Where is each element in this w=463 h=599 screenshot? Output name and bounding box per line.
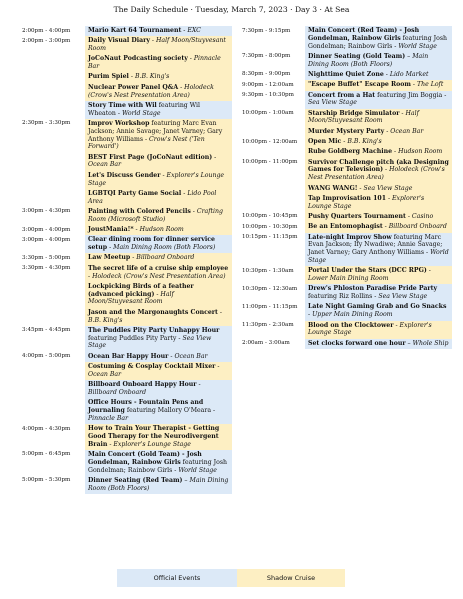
schedule-row [22,171,232,189]
schedule-row [242,158,452,184]
event-location: Main Dining Room (Both Floors) [308,52,429,68]
official-event [85,235,232,253]
event-location: Ocean Bar [174,352,208,360]
page-title: The Daily Schedule · Tuesday, March 7, 2023 · Day 3 · At Sea [113,5,350,14]
schedule-row [22,380,232,398]
schedule-row [22,235,232,253]
event-time: 8:30pm - 9:00pm [242,71,291,78]
event-location: EXC [187,27,201,34]
event-title: Open Mic [308,138,342,146]
shadow-event [305,80,452,90]
schedule-row [242,321,452,339]
event-time [22,101,85,119]
event-title: JoustMania!* [88,226,134,234]
event-separator: - [357,184,364,192]
event-location: Explorer's Lounge Stage [308,194,425,210]
official-event [305,52,452,70]
event-time: 2:00pm - 4:00pm [22,27,71,34]
event-time: 2:00pm - 3:00pm [22,37,71,44]
event-location: Sea View Stage [88,334,212,350]
official-event [305,284,452,302]
official-event [85,101,232,119]
schedule-row [242,233,452,267]
event-time: 9:00pm - 12:00am [242,81,294,88]
event-location: Whole Ship [412,339,449,347]
event-location: Billboard Onboard [136,254,195,262]
shadow-event [85,308,232,326]
event-time: 4:00pm - 5:00pm [22,353,71,360]
schedule-row [242,147,452,157]
event-location: Lower Main Dining Room [308,275,389,283]
event-separator: - [424,249,431,257]
schedule-row [22,424,232,450]
event-separator: - [405,212,412,220]
event-separator: - [133,226,140,234]
event-title: Purim Spiel [88,73,129,81]
shadow-event [85,54,232,72]
event-title: Rube Goldberg Machine [308,148,393,156]
event-featuring: featuring Mallory O'Meara [124,406,212,414]
event-time: 3:30pm - 5:00pm [22,254,71,261]
event-separator: - [178,83,185,91]
event-location: B.B. King's [347,138,382,146]
event-location: Half Moon/Stuyvesant Room [308,109,419,125]
official-event [305,91,452,109]
event-title: Story Time with Wil [88,101,157,109]
event-location: Ocean Bar [390,127,424,135]
shadow-event [85,282,232,308]
shadow-event [305,194,452,212]
event-separator: - [217,308,222,316]
event-separator: - [143,135,150,143]
event-time: 10:00pm - 1:00am [242,110,294,117]
event-time [22,380,85,398]
event-separator: - [128,73,135,81]
schedule-row [22,450,232,476]
event-location: Billboard Onboard [388,223,447,231]
shadow-event [85,72,232,82]
event-title: Dinner Seating (Red Team) [88,476,183,484]
event-separator: - [176,334,183,342]
event-time [242,147,305,157]
official-event [85,450,232,476]
event-time: 3:00pm - 4:00pm [22,236,71,243]
event-time: 2:00am - 3:00am [242,340,290,347]
event-time: 10:30pm - 1:30am [242,267,294,274]
event-separator: - [372,293,379,301]
event-title: WANG WANG! [308,184,358,192]
event-time: 10:00pm - 10:45pm [242,213,298,220]
event-location: Explorer's Lounge Stage [88,171,225,187]
event-time: 4:00pm - 4:30pm [22,425,71,432]
event-title: Murder Mystery Party [308,127,385,135]
event-location: Hudson Room [139,226,184,234]
event-separator: - [181,27,188,34]
event-title: Jason and the Margonaughts Concert [88,308,218,316]
shadow-event [305,222,452,232]
event-separator: - [308,311,313,319]
event-separator: - [88,272,93,280]
event-featuring: featuring Josh Gondelman; Rainbow Girls [308,34,447,50]
shadow-event [305,137,452,147]
official-event [305,233,452,267]
event-featuring: featuring Josh Gondelman; Rainbow Girls [88,458,227,474]
schedule-column-right [242,26,452,349]
schedule-row [242,80,452,90]
event-location: Pinnacle Bar [88,414,129,422]
event-title: LGBTQI Party Game Social [88,189,182,197]
event-separator: - [212,153,217,161]
event-title: Law Meetup [88,254,131,262]
schedule-row [242,127,452,137]
schedule-row [22,308,232,326]
event-separator: - [382,223,389,231]
event-time: 3:00pm - 4:30pm [22,208,71,215]
shadow-event [305,266,452,284]
schedule-row [22,36,232,54]
shadow-event [85,83,232,101]
shadow-event [305,321,452,339]
schedule-row [242,70,452,80]
event-location: Crafting Room (Microsoft Studio) [88,207,223,223]
event-location: Crow's Nest ('Ten Forward') [88,135,205,151]
event-location: Lido Market [389,70,429,78]
event-title: Be an Entomophagist [308,223,383,231]
schedule-row [242,212,452,222]
schedule-row [22,476,232,494]
event-separator: - [383,70,390,78]
event-time: 10:00pm - 11:00pm [242,159,298,166]
event-separator: - [196,381,201,389]
event-location: Half Moon/Stuyvesant Room [88,290,174,306]
schedule-row [22,101,232,119]
event-separator: - [426,267,431,275]
schedule-row [22,253,232,263]
event-title: Set clocks forward one hour [308,339,406,347]
event-separator: - [154,290,161,298]
event-separator: - [211,406,216,414]
event-separator: - [393,321,400,329]
event-title: Mario Kart 64 Tournament [88,27,182,34]
event-location: Ocean Bar [88,161,122,169]
schedule-row [22,352,232,362]
event-location: Holodeck (Crow's Nest Presentation Area) [92,272,226,280]
event-title: Pushy Quarters Tournament [308,212,406,220]
schedule-row [242,52,452,70]
event-title: Lockpicking Birds of a feather (advanced picking) [88,282,194,298]
event-featuring: featuring Puddles Pity Party [88,334,177,342]
event-time: 10:00pm - 10:30pm [242,223,298,230]
event-title: Late Night Gaming Grab and Go Snacks [308,303,447,311]
schedule-row [22,54,232,72]
event-title: Clear dining room for dinner service setup [88,236,215,252]
schedule-row [22,207,232,225]
event-title: Late-night Improv Show [308,233,392,241]
event-location: Billboard Onboard [88,388,147,396]
schedule-row [22,225,232,235]
event-featuring: featuring Marc Evan Jackson; Annie Savage; Janet Varney; Gary Anthony Williams [88,119,223,143]
event-title: "Escape Buffet" Escape Room [308,81,411,89]
official-event [85,380,232,398]
event-location: B.B. King's [88,316,123,324]
event-separator: - [130,254,137,262]
legend-shadow-cruise: Shadow Cruise [237,569,345,587]
schedule-column-left [22,26,232,494]
event-time [22,282,85,308]
event-time [22,54,85,72]
event-title: Survivor Challenge pitch (aka Designing Games for Television) [308,158,449,174]
event-location: Lido Pool Area [88,189,217,205]
shadow-event [305,212,452,222]
schedule-row [242,284,452,302]
event-location: B.B. King's [134,73,170,81]
shadow-event [85,362,232,380]
event-title: Main Concert (Red Team) - Josh Gondelman, Rainbow Girls [308,27,420,42]
schedule-row [242,109,452,127]
event-separator: - [107,440,114,448]
schedule-row [22,398,232,424]
event-separator: - [383,166,390,174]
event-time: 11:30pm - 2:30am [242,322,294,328]
event-separator: - [384,127,391,135]
event-location: Explorer's Lounge Stage [113,440,191,448]
event-location: Sea View Stage [308,99,357,107]
schedule-row [22,189,232,207]
event-time: 2:30pm - 3:30pm [22,120,71,127]
event-separator: - [181,189,188,197]
shadow-event [85,153,232,171]
event-location: Sea View Stage [378,293,428,301]
event-time [22,308,85,326]
event-location: Casino [411,212,434,220]
shadow-event [85,171,232,189]
event-separator: - [160,171,167,179]
legend-official-events: Official Events [117,569,237,587]
event-separator: - [341,138,348,146]
event-time [242,184,305,194]
event-separator: - [410,81,417,89]
event-title: Portal Under the Stars (DCC RPG) [308,267,427,275]
event-time: 9:30pm - 10:30pm [242,92,294,99]
shadow-event [85,36,232,54]
event-location: Hudson Room [398,148,443,156]
event-separator: - [392,42,399,50]
official-event [305,70,452,80]
schedule-row [242,339,452,349]
event-featuring: featuring Jim Boggia [375,91,443,99]
event-location: Upper Main Dining Room [312,311,393,319]
event-title: Starship Bridge Simulator [308,109,400,117]
event-separator: - [190,207,197,215]
event-separator: - [115,109,122,117]
event-location: World Stage [121,109,161,117]
schedule-row [22,362,232,380]
event-time [22,153,85,171]
shadow-event [85,189,232,207]
shadow-event [85,225,232,235]
official-event [305,26,452,52]
event-time [242,194,305,212]
event-title: Dinner Seating (Gold Team) [308,52,406,60]
event-featuring: featuring Marc Evan Jackson; Ify Nwadiwe; Annie Savage; Janet Varney; Gary Anthony Williams [308,233,443,257]
schedule-row [242,137,452,147]
event-title: Drew's Phloston Paradise Pride Party [308,285,438,293]
event-time [22,171,85,189]
event-location: World Stage [178,466,217,474]
event-location: World Stage [398,42,437,50]
event-time [22,83,85,101]
event-separator: - [172,466,179,474]
schedule-row [242,194,452,212]
event-time: 5:00pm - 5:30pm [22,477,71,484]
schedule-row [22,264,232,282]
shadow-event [85,424,232,450]
event-time: 10:00pm - 12:00am [242,138,298,145]
event-location: Holodeck (Crow's Nest Presentation Area) [88,83,214,99]
schedule-row [242,266,452,284]
event-title: Billboard Onboard Happy Hour [88,381,197,389]
event-separator: - [399,109,406,117]
event-separator: - [107,244,114,252]
event-title: Concert from a Hat [308,91,376,99]
legend [0,569,463,589]
event-time [242,127,305,137]
event-featuring: featuring Wil Wheaton [88,101,200,117]
event-title: Tap Improvisation 101 [308,194,386,202]
event-separator: - [386,194,393,202]
event-separator: - [168,352,175,360]
event-title: Office Hours - Fountain Pens and Journaling [88,399,204,414]
event-time: 10:30pm - 12:30am [242,285,298,292]
event-time: 7:30pm - 8:00pm [242,53,291,60]
event-time [22,362,85,380]
event-title: Let's Discuss Gender [88,171,161,179]
event-separator: – [405,339,413,347]
event-location: Half Moon/Stuyvesant Room [88,37,226,53]
event-title: Costuming & Cosplay Cocktail Mixer [88,362,216,370]
event-location: Explorer's Lounge Stage [308,321,432,337]
event-separator: - [442,91,447,99]
event-separator: - [215,362,220,370]
schedule-row [242,222,452,232]
official-event [85,352,232,362]
event-location: Ocean Bar [88,370,122,378]
event-time: 10:15pm - 11:15pm [242,234,298,241]
event-title: Daily Visual Diary [88,37,150,45]
schedule-row [242,184,452,194]
event-location: Sea View Stage [363,184,413,192]
event-title: Improv Workshop [88,119,150,127]
event-separator: – [182,476,190,484]
event-location: Main Dining Room (Both Floors) [113,244,216,252]
schedule-row [22,326,232,352]
schedule-row [22,26,232,36]
schedule-row [22,282,232,308]
event-time: 11:00pm - 11:15pm [242,303,298,310]
event-title: Nighttime Quiet Zone [308,70,384,78]
event-title: Main Concert (Gold Team) - Josh Gondelman, Rainbow Girls [88,450,202,466]
event-location: Pinnacle Bar [88,55,221,71]
event-title: Blood on the Clocktower [308,321,394,329]
event-title: JoCoNaut Podcasting society [88,55,188,63]
event-title: How to Train Your Therapist - Getting Good Therapy for the Neurodivergent Brain [88,425,220,448]
event-separator: – [405,52,413,60]
shadow-event [305,158,452,184]
official-event [305,339,452,349]
official-event [85,26,232,36]
event-time: 7:30pm - 9:15pm [242,27,291,34]
schedule-row [22,119,232,153]
shadow-event [305,147,452,157]
official-event [85,476,232,494]
official-event [85,398,232,424]
event-separator: - [187,55,194,63]
shadow-event [305,184,452,194]
event-title: BEST First Page (JoCoNaut edition) [88,153,213,161]
event-time [22,72,85,82]
schedule-row [242,91,452,109]
schedule-row [22,83,232,101]
event-title: The secret life of a cruise ship employee [88,264,229,272]
event-time: 5:00pm - 6:45pm [22,451,71,458]
official-event [305,302,452,320]
shadow-event [305,109,452,127]
event-separator: - [392,148,399,156]
shadow-event [85,119,232,153]
official-event [85,326,232,352]
shadow-event [85,207,232,225]
shadow-event [305,127,452,137]
shadow-event [85,253,232,263]
shadow-event [85,264,232,282]
schedule-row [242,26,452,52]
schedule-row [22,72,232,82]
event-time: 3:30pm - 4:30pm [22,265,71,272]
event-title: The Puddles Pity Party Unhappy Hour [88,326,220,334]
event-time: 3:45pm - 4:45pm [22,327,71,334]
event-title: Ocean Bar Happy Hour [88,352,169,360]
event-title: Painting with Colored Pencils [88,207,191,215]
event-time [22,189,85,207]
event-title: Nuclear Power Panel Q&A [88,83,179,91]
event-location: Main Dining Room (Both Floors) [88,476,229,492]
schedule-row [242,302,452,320]
schedule-row [22,153,232,171]
event-location: Holodeck (Crow's Nest Presentation Area) [308,166,445,182]
event-separator: - [149,37,156,45]
event-featuring: featuring Riz Rollins [308,293,373,301]
event-location: World Stage [308,249,449,264]
event-location: The Loft [416,81,444,89]
event-time: 3:00pm - 4:00pm [22,226,71,233]
event-time [22,398,85,424]
